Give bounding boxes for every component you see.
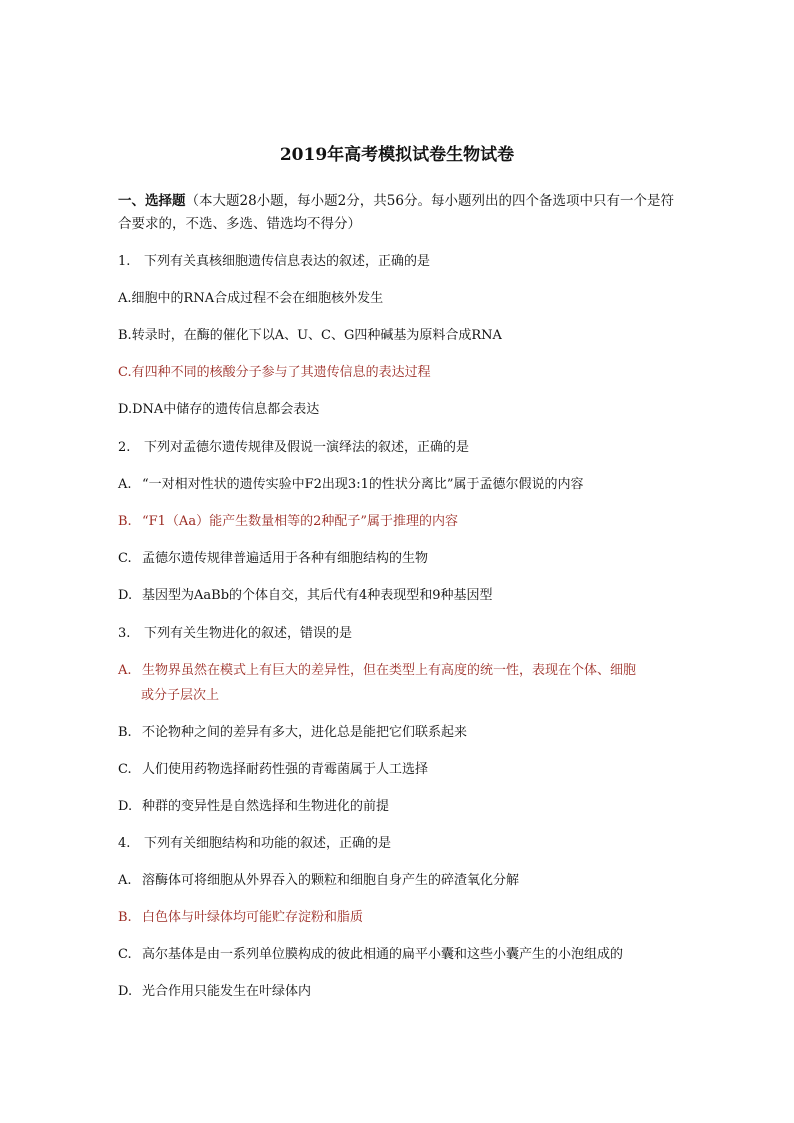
option-item-continuation: [118, 684, 688, 707]
option-text: DNA中储存的遗传信息都会表达: [132, 402, 320, 417]
page-title: 2019年高考模拟试卷生物试卷: [279, 145, 515, 165]
option-text-continued: 或分子层次上: [141, 688, 220, 703]
option-text: 有四种不同的核酸分子参与了其遗传信息的表达过程: [131, 365, 431, 380]
option-item: [118, 758, 688, 781]
question-stem: [118, 250, 688, 273]
option-item-correct: [118, 361, 688, 384]
option-item: [118, 721, 688, 744]
option-text: 转录时，在酶的催化下以A、U、C、G四种碱基为原料合成RNA: [131, 328, 502, 343]
option-letter: D.: [118, 799, 133, 814]
option-item: [118, 324, 688, 347]
question-number: 2.: [118, 440, 131, 455]
option-letter: A.: [118, 477, 132, 492]
option-text: 不论物种之间的差异有多大，进化总是能把它们联系起来: [142, 725, 468, 740]
question-text: 下列对孟德尔遗传规律及假说一演绎法的叙述，正确的是: [144, 440, 470, 455]
option-item: [118, 398, 688, 421]
option-text: 细胞中的RNA合成过程不会在细胞核外发生: [131, 291, 384, 306]
option-text: 基因型为AaBb的个体自交，其后代有4种表现型和9种基因型: [142, 588, 493, 603]
option-item-correct: [118, 906, 688, 929]
option-letter: B.: [118, 514, 132, 529]
option-text: 白色体与叶绿体均可能贮存淀粉和脂质: [142, 910, 364, 925]
question-stem: [118, 436, 688, 459]
question-number: 1.: [118, 254, 131, 269]
option-item: [118, 795, 688, 818]
option-letter: C.: [118, 365, 132, 380]
option-text: 溶酶体可将细胞从外界吞入的颗粒和细胞自身产生的碎渣氧化分解: [142, 873, 520, 888]
option-letter: A.: [118, 873, 132, 888]
option-item: [118, 943, 688, 966]
question-number: 3.: [118, 626, 131, 641]
option-item: [118, 473, 688, 496]
option-text: 高尔基体是由一系列单位膜构成的彼此相通的扁平小囊和这些小囊产生的小泡组成的: [142, 947, 624, 962]
option-item: [118, 584, 688, 607]
option-letter: C.: [118, 762, 132, 777]
option-item: [118, 547, 688, 570]
section-intro: [118, 190, 684, 236]
option-letter: D.: [118, 588, 133, 603]
option-letter: D.: [118, 402, 133, 417]
option-letter: A.: [118, 291, 132, 306]
option-letter: B.: [118, 328, 132, 343]
section-description: （本大题28小题，每小题2分，共56分。每小题列出的四个备选项中只有一个是符合要求的，不选、多选、错选均不得分）: [118, 193, 674, 232]
question-text: 下列有关生物进化的叙述，错误的是: [144, 626, 353, 641]
option-letter: D.: [118, 984, 133, 999]
option-letter: C.: [118, 551, 132, 566]
option-text: 种群的变异性是自然选择和生物进化的前提: [142, 799, 390, 814]
option-letter: B.: [118, 910, 132, 925]
option-letter: B.: [118, 725, 132, 740]
option-text: 孟德尔遗传规律普遍适用于各种有细胞结构的生物: [142, 551, 429, 566]
option-item-correct: [118, 659, 688, 682]
option-letter: A.: [118, 663, 132, 678]
option-item: [118, 869, 688, 892]
option-letter: C.: [118, 947, 132, 962]
question-stem: [118, 622, 688, 645]
option-item: [118, 287, 688, 310]
option-item: [118, 980, 688, 1003]
option-text: “一对相对性状的遗传实验中F2出现3:1的性状分离比”属于孟德尔假说的内容: [142, 477, 584, 492]
question-text: 下列有关真核细胞遗传信息表达的叙述，正确的是: [144, 254, 431, 269]
question-number: 4.: [118, 836, 131, 851]
question-text: 下列有关细胞结构和功能的叙述，正确的是: [144, 836, 392, 851]
section-heading: 一、选择题: [118, 193, 186, 209]
question-stem: [118, 832, 688, 855]
option-text: 人们使用药物选择耐药性强的青霉菌属于人工选择: [142, 762, 429, 777]
option-text: “F1（Aa）能产生数量相等的2种配子”属于推理的内容: [142, 514, 458, 529]
option-text: 光合作用只能发生在叶绿体内: [142, 984, 312, 999]
option-item-correct: [118, 510, 688, 533]
option-text: 生物界虽然在模式上有巨大的差异性，但在类型上有高度的统一性，表现在个体、细胞: [142, 663, 637, 678]
